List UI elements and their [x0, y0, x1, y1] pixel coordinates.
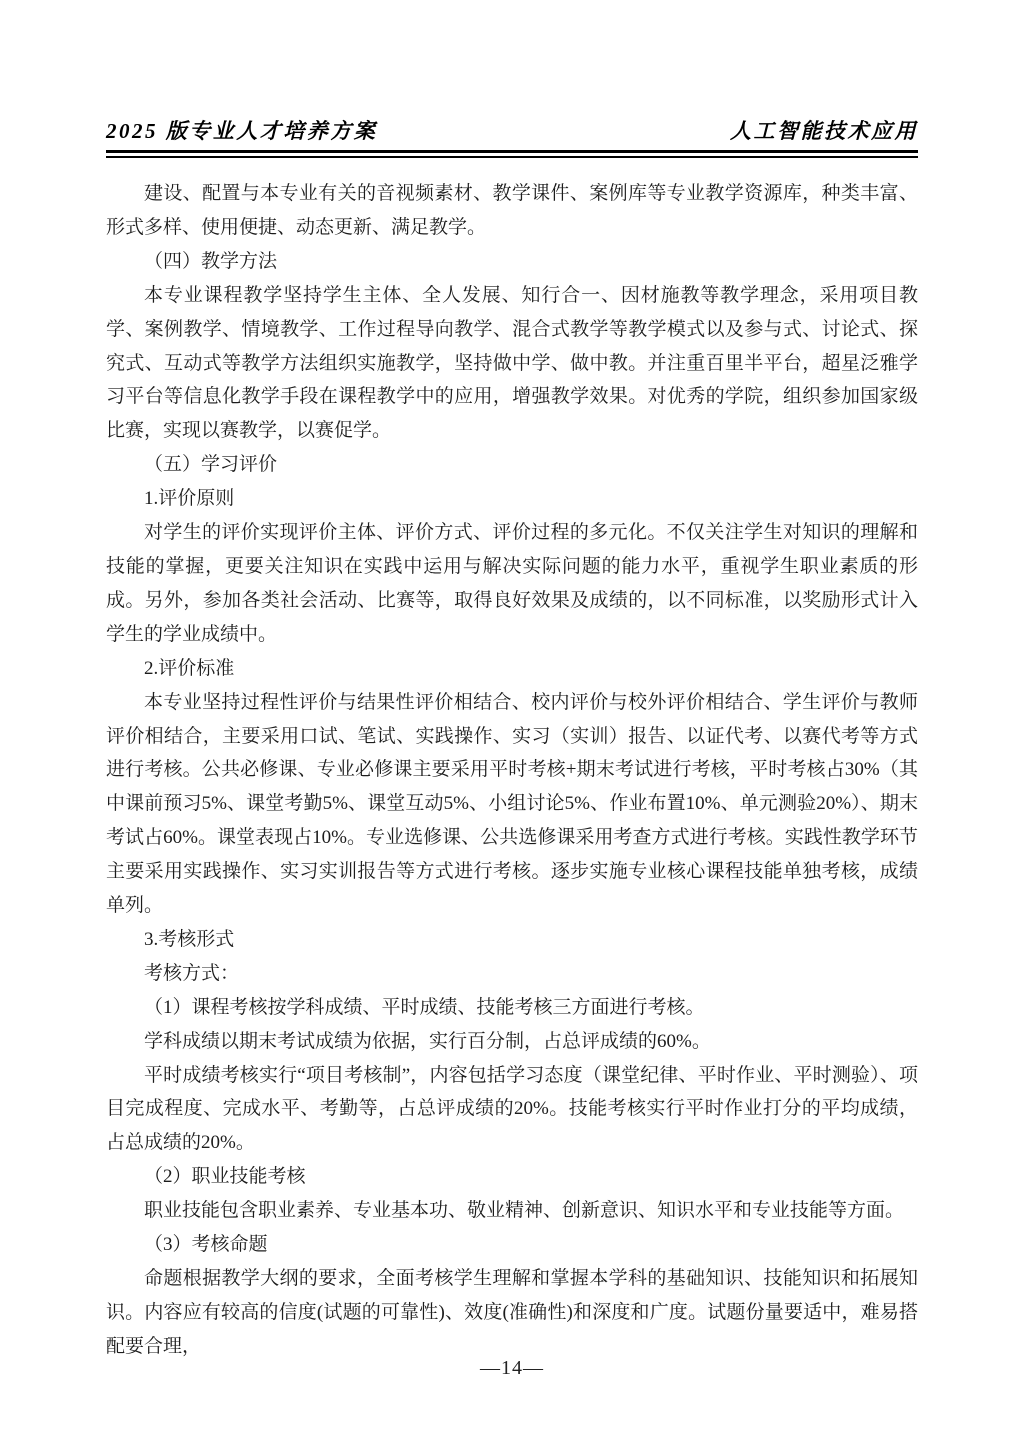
heading-section-4-teaching-methods: （四）教学方法 [144, 250, 278, 272]
header-right-title: 人工智能技术应用 [730, 119, 918, 143]
para-evaluation-principles: 对学生的评价实现评价主体、评价方式、评价过程的多元化。不仅关注学生对知识的理解和技能的掌握，更要关注知识在实践中运用与解决实际问题的能力水平，重视学生职业素质的形成。另外，参加各类社会活动、比赛等，取得良好效果及成绩的，以不同标准，以奖励形式计入学生的学业成绩中。 [106, 522, 918, 645]
page-number: —14— [480, 1357, 544, 1379]
para-teaching-methods: 本专业课程教学坚持学生主体、全人发展、知行合一、因材施教等教学理念，采用项目教学、案例教学、情境教学、工作过程导向教学、混合式教学等教学模式以及参与式、讨论式、探究式、互动式等教学方法组织实施教学，坚持做中学、做中教。并注重百里半平台，超星泛雅学习平台等信息化教学手段在课程教学中的应用，增强教学效果。对优秀的学院，组织参加国家级比赛，实现以赛教学，以赛促学。 [106, 284, 918, 442]
para-assessment-method-1: （1）课程考核按学科成绩、平时成绩、技能考核三方面进行考核。 [144, 996, 705, 1018]
header-left-title: 2025 版专业人才培养方案 [106, 119, 378, 143]
heading-2-vocational-skills-assessment: （2）职业技能考核 [144, 1166, 306, 1188]
para-evaluation-standards: 本专业坚持过程性评价与结果性评价相结合、校内评价与校外评价相结合、学生评价与教师评价相结合，主要采用口试、笔试、实践操作、实习（实训）报告、以证代考、以赛代考等方式进行考核。公共必修课、专业必修课主要采用平时考核+期末考试进行考核，平时考核占30%（其中课前预习5%、课堂考勤5%、课堂互动5%、小组讨论5%、作业布置10%、单元测验20%）、期末考试占60%。课堂表现占10%。专业选修课、公共选修课采用考查方式进行考核。实践性教学环节主要采用实践操作、实习实训报告等方式进行考核。逐步实施专业核心课程技能单独考核，成绩单列。 [106, 691, 918, 917]
heading-2-evaluation-standards: 2.评价标准 [144, 657, 235, 679]
para-regular-score-and-skill: 平时成绩考核实行“项目考核制”，内容包括学习态度（课堂纪律、平时作业、平时测验）、项目完成程度、完成水平、考勤等，占总评成绩的20%。技能考核实行平时作业打分的平均成绩，占总成绩的20%。 [106, 1064, 918, 1154]
heading-1-evaluation-principles: 1.评价原则 [144, 488, 235, 510]
para-vocational-skills: 职业技能包含职业素养、专业基本功、敬业精神、创新意识、知识水平和专业技能等方面。 [144, 1200, 905, 1222]
para-assessment-methods-label: 考核方式： [144, 962, 240, 984]
para-subject-score: 学科成绩以期末考试成绩为依据，实行百分制，占总评成绩的60%。 [144, 1030, 711, 1052]
header-double-rule [106, 150, 918, 158]
page-header [106, 0, 918, 145]
document-body [106, 177, 918, 1364]
heading-3-assessment-forms: 3.考核形式 [144, 928, 235, 950]
heading-section-5-learning-evaluation: （五）学习评价 [144, 454, 278, 476]
heading-3-assessment-propositions: （3）考核命题 [144, 1234, 268, 1256]
para-assessment-propositions: 命题根据教学大纲的要求，全面考核学生理解和掌握本学科的基础知识、技能知识和拓展知识。内容应有较高的信度(试题的可靠性)、效度(准确性)和深度和广度。试题份量要适中，难易搭配要合理， [106, 1268, 918, 1357]
page-footer [0, 1357, 1024, 1380]
para-teaching-resources: 建设、配置与本专业有关的音视频素材、教学课件、案例库等专业教学资源库，种类丰富、形式多样、使用便捷、动态更新、满足教学。 [106, 183, 918, 238]
